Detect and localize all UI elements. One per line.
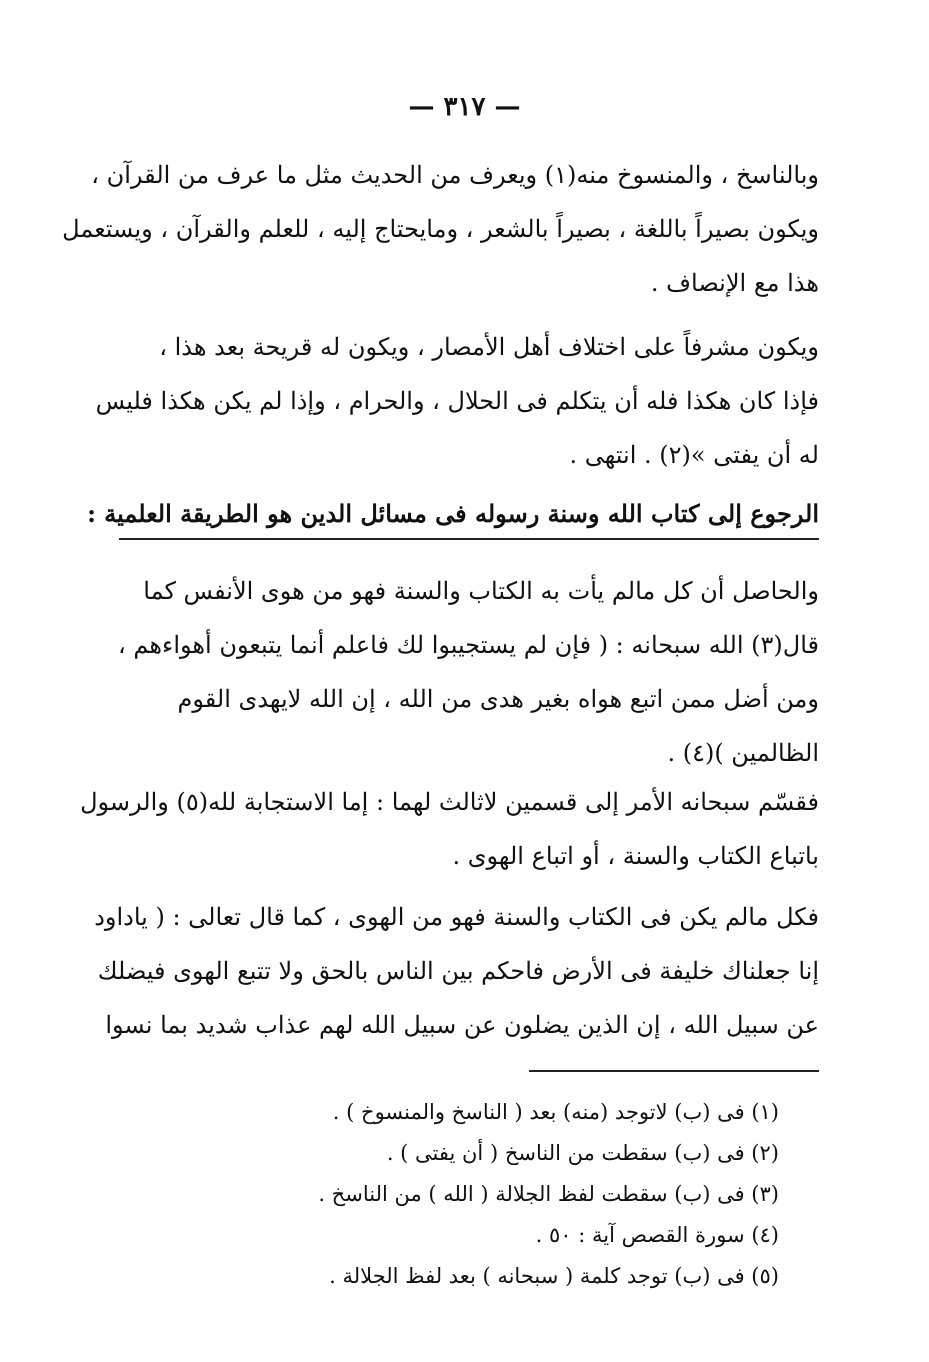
text-line: ويكون مشرفاً على اختلاف أهل الأمصار ، ويكون له قريحة بعد هذا ، [159,333,819,361]
text-line: ومن أضل ممن اتبع هواه بغير هدى من الله ، إن الله لايهدى القوم [177,685,819,713]
text-line: إنا جعلناك خليفة فى الأرض فاحكم بين الناس بالحق ولا تتبع الهوى فيضلك [97,957,819,985]
footnotes [219,1092,779,1297]
text-line: له أن يفتى »(٢) . انتهى . [569,441,819,469]
footnote-3: (٣) فى (ب) سقطت لفظ الجلالة ( الله ) من الناسخ . [318,1182,779,1206]
paragraph-4 [80,775,819,883]
text-line: ويكون بصيراً باللغة ، بصيراً بالشعر ، ومايحتاج إليه ، للعلم والقرآن ، ويستعمل [62,215,819,243]
footnote-5: (٥) فى (ب) توجد كلمة ( سبحانه ) بعد لفظ الجلالة . [329,1264,779,1288]
page-number: — ٣١٧ — [408,92,521,122]
paragraph-3 [119,564,819,780]
footnote-2: (٢) فى (ب) سقطت من الناسخ ( أن يفتى ) . [386,1141,779,1165]
text-line: عن سبيل الله ، إن الذين يضلون عن سبيل الله لهم عذاب شديد بما نسوا [105,1011,819,1039]
footnote-4: (٤) سورة القصص آية : ٥٠ . [535,1223,779,1247]
footnote-separator [529,1070,819,1072]
text-line: قال(٣) الله سبحانه : ( فإن لم يستجيبوا لك فاعلم أنما يتبعون أهواءهم ، [118,631,819,659]
text-line: وبالناسخ ، والمنسوخ منه(١) ويعرف من الحديث مثل ما عرف من القرآن ، [91,161,819,189]
text-line: فإذا كان هكذا فله أن يتكلم فى الحلال ، والحرام ، وإذا لم يكن هكذا فليس [95,387,819,415]
section-heading-block [87,494,819,540]
section-heading: الرجوع إلى كتاب الله وسنة رسوله فى مسائل الدين هو الطريقة العلمية : [87,499,819,528]
text-line: باتباع الكتاب والسنة ، أو اتباع الهوى . [452,842,819,870]
text-line: فقسّم سبحانه الأمر إلى قسمين لاثالث لهما : إما الاستجابة لله(٥) والرسول [80,788,819,816]
text-line: والحاصل أن كل مالم يأت به الكتاب والسنة فهو من هوى الأنفس كما [143,577,819,605]
text-line: فكل مالم يكن فى الكتاب والسنة فهو من الهوى ، كما قال تعالى : ( ياداود [94,903,819,931]
text-line: الظالمين )(٤) . [667,739,819,767]
footnote-1: (١) فى (ب) لاتوجد (منه) بعد ( الناسخ والمنسوخ ) . [332,1100,779,1124]
paragraph-1 [62,148,819,310]
paragraph-2 [95,320,819,482]
paragraph-5 [94,890,819,1052]
heading-underline [119,538,819,540]
text-line: هذا مع الإنصاف . [650,269,819,297]
